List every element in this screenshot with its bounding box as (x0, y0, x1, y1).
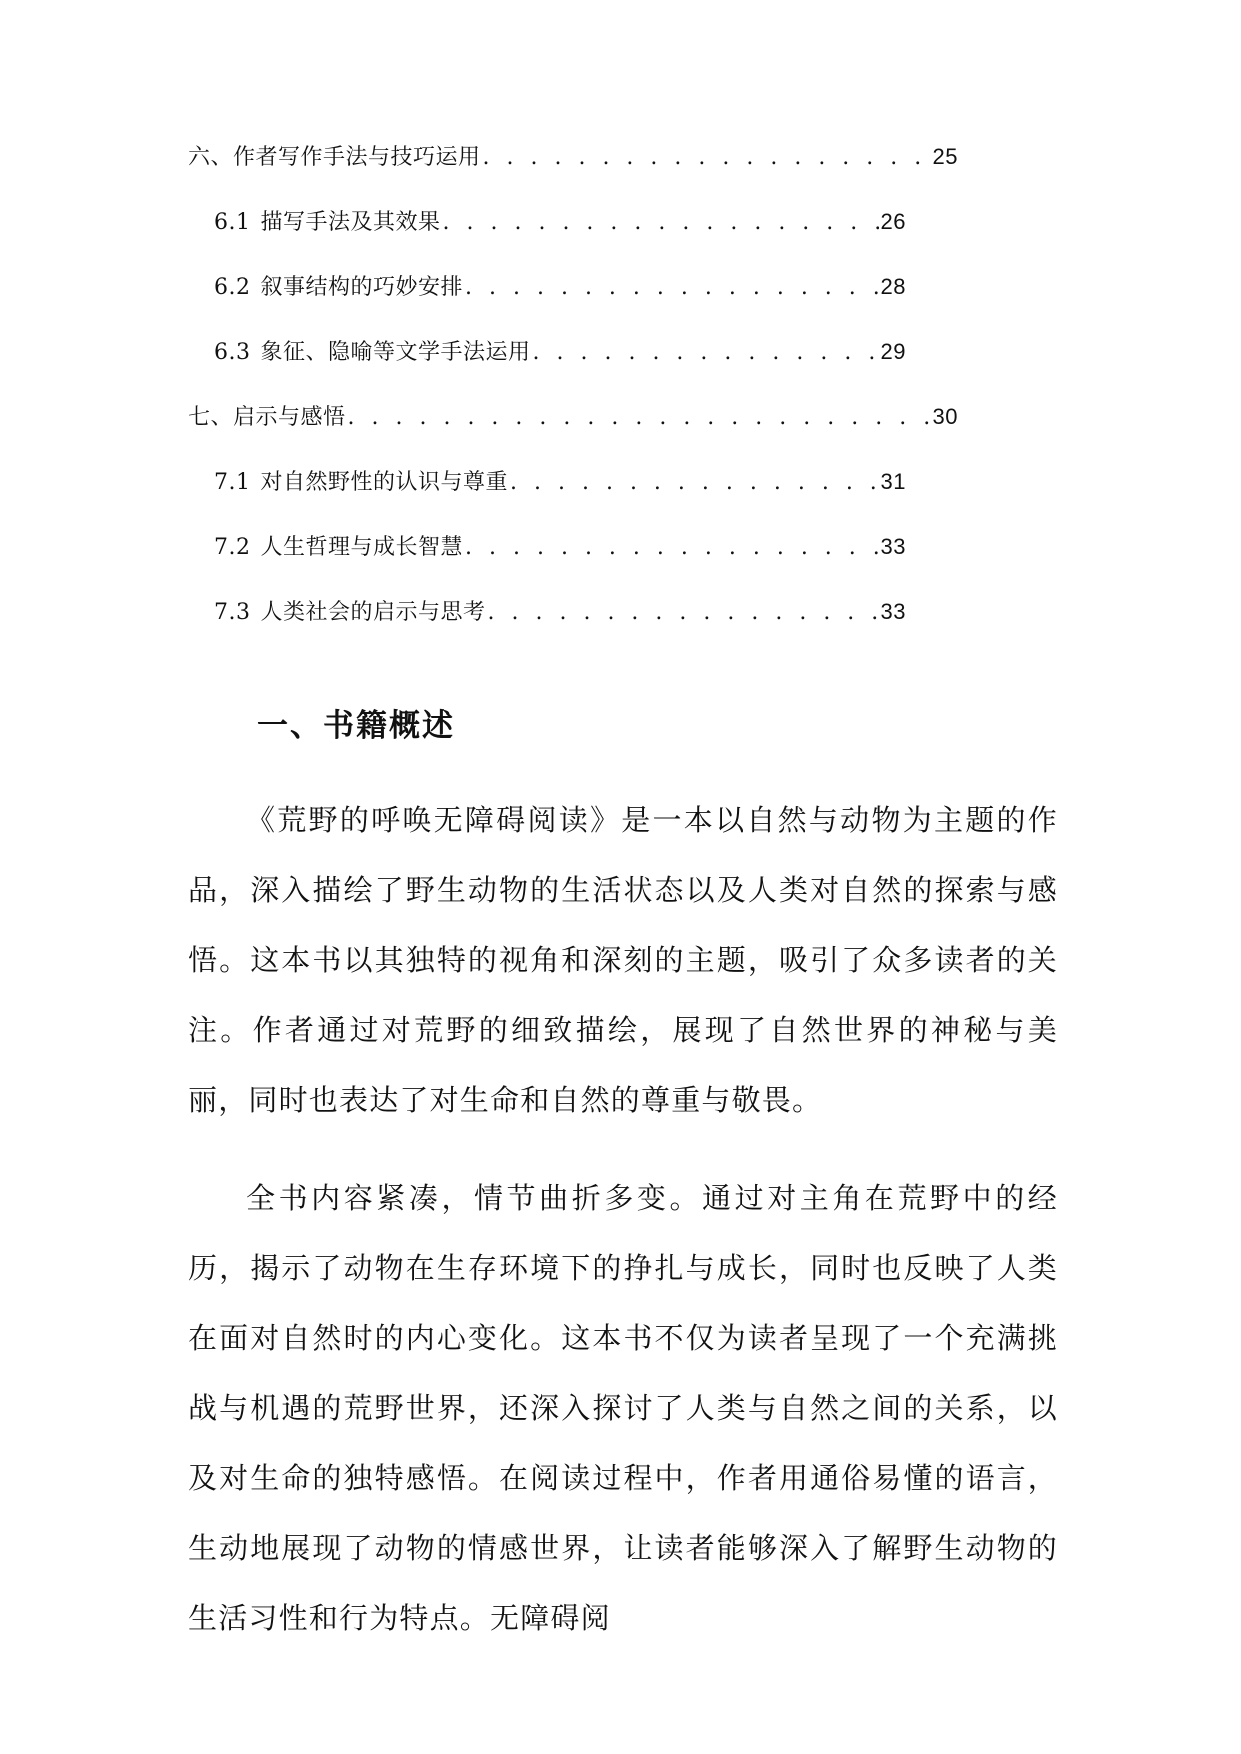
toc-entry-page: 26 (880, 209, 906, 234)
toc-entry-page: 33 (880, 599, 906, 624)
toc-entry[interactable] (188, 530, 906, 595)
toc-dot-leader (533, 340, 879, 365)
toc-entry-number: 7.1 (214, 470, 251, 495)
toc-dot-leader (510, 470, 879, 495)
body-paragraph: 《荒野的呼唤无障碍阅读》是一本以自然与动物为主题的作品，深入描绘了野生动物的生活状态以及人类对自然的探索与感悟。这本书以其独特的视角和深刻的主题，吸引了众多读者的关注。作者通过对荒野的细致描绘，展现了自然世界的神秘与美丽，同时也表达了对生命和自然的尊重与敬畏。 (188, 803, 1058, 1117)
body-paragraph: 全书内容紧凑，情节曲折多变。通过对主角在荒野中的经历，揭示了动物在生存环境下的挣扎与成长，同时也反映了人类在面对自然时的内心变化。这本书不仅为读者呈现了一个充满挑战与机遇的荒野世界，还深入探讨了人类与自然之间的关系，以及对生命的独特感悟。在阅读过程中，作者用通俗易懂的语言，生动地展现了动物的情感世界，让读者能够深入了解野生动物的生活习性和行为特点。无障碍阅 (188, 1181, 1058, 1635)
toc-dot-leader (465, 535, 879, 560)
toc-entry-number: 6.3 (214, 340, 251, 365)
toc-entry-number: 6.1 (214, 210, 251, 235)
toc-entry[interactable] (188, 205, 906, 270)
toc-entry-page: 28 (880, 274, 906, 299)
toc-entry-number: 6.2 (214, 275, 251, 300)
toc-entry-title: 对自然野性的认识与尊重 (260, 470, 509, 495)
toc-entry-page: 29 (880, 339, 906, 364)
toc-entry[interactable] (188, 270, 906, 335)
toc-entry[interactable] (188, 400, 958, 465)
toc-entry-title: 叙事结构的巧妙安排 (260, 275, 464, 300)
toc-entry-page: 30 (932, 404, 958, 429)
section-heading: 一、书籍概述 (257, 708, 455, 744)
toc-entry-number: 7.2 (214, 535, 251, 560)
toc-entry-page: 33 (880, 534, 906, 559)
toc-entry[interactable] (188, 335, 906, 400)
toc-entry-page: 31 (880, 469, 906, 494)
toc-entry[interactable] (188, 140, 958, 205)
toc-entry-page: 25 (932, 144, 958, 169)
toc-entry-title: 人生哲理与成长智慧 (260, 535, 464, 560)
toc-entry-title: 六、作者写作手法与技巧运用 (188, 145, 481, 170)
table-of-contents (188, 140, 958, 660)
toc-entry-title: 描写手法及其效果 (260, 210, 441, 235)
toc-dot-leader (488, 600, 879, 625)
toc-dot-leader (443, 210, 879, 235)
toc-dot-leader (465, 275, 879, 300)
toc-entry-title: 人类社会的启示与思考 (260, 600, 486, 625)
toc-entry-title: 象征、隐喻等文学手法运用 (260, 340, 531, 365)
toc-entry-title: 七、启示与感悟 (188, 405, 346, 430)
toc-dot-leader (483, 145, 931, 170)
toc-dot-leader (348, 405, 931, 430)
toc-entry-number: 7.3 (214, 600, 251, 625)
toc-entry[interactable] (188, 595, 906, 660)
toc-entry[interactable] (188, 465, 906, 530)
section-body (188, 785, 1058, 1681)
